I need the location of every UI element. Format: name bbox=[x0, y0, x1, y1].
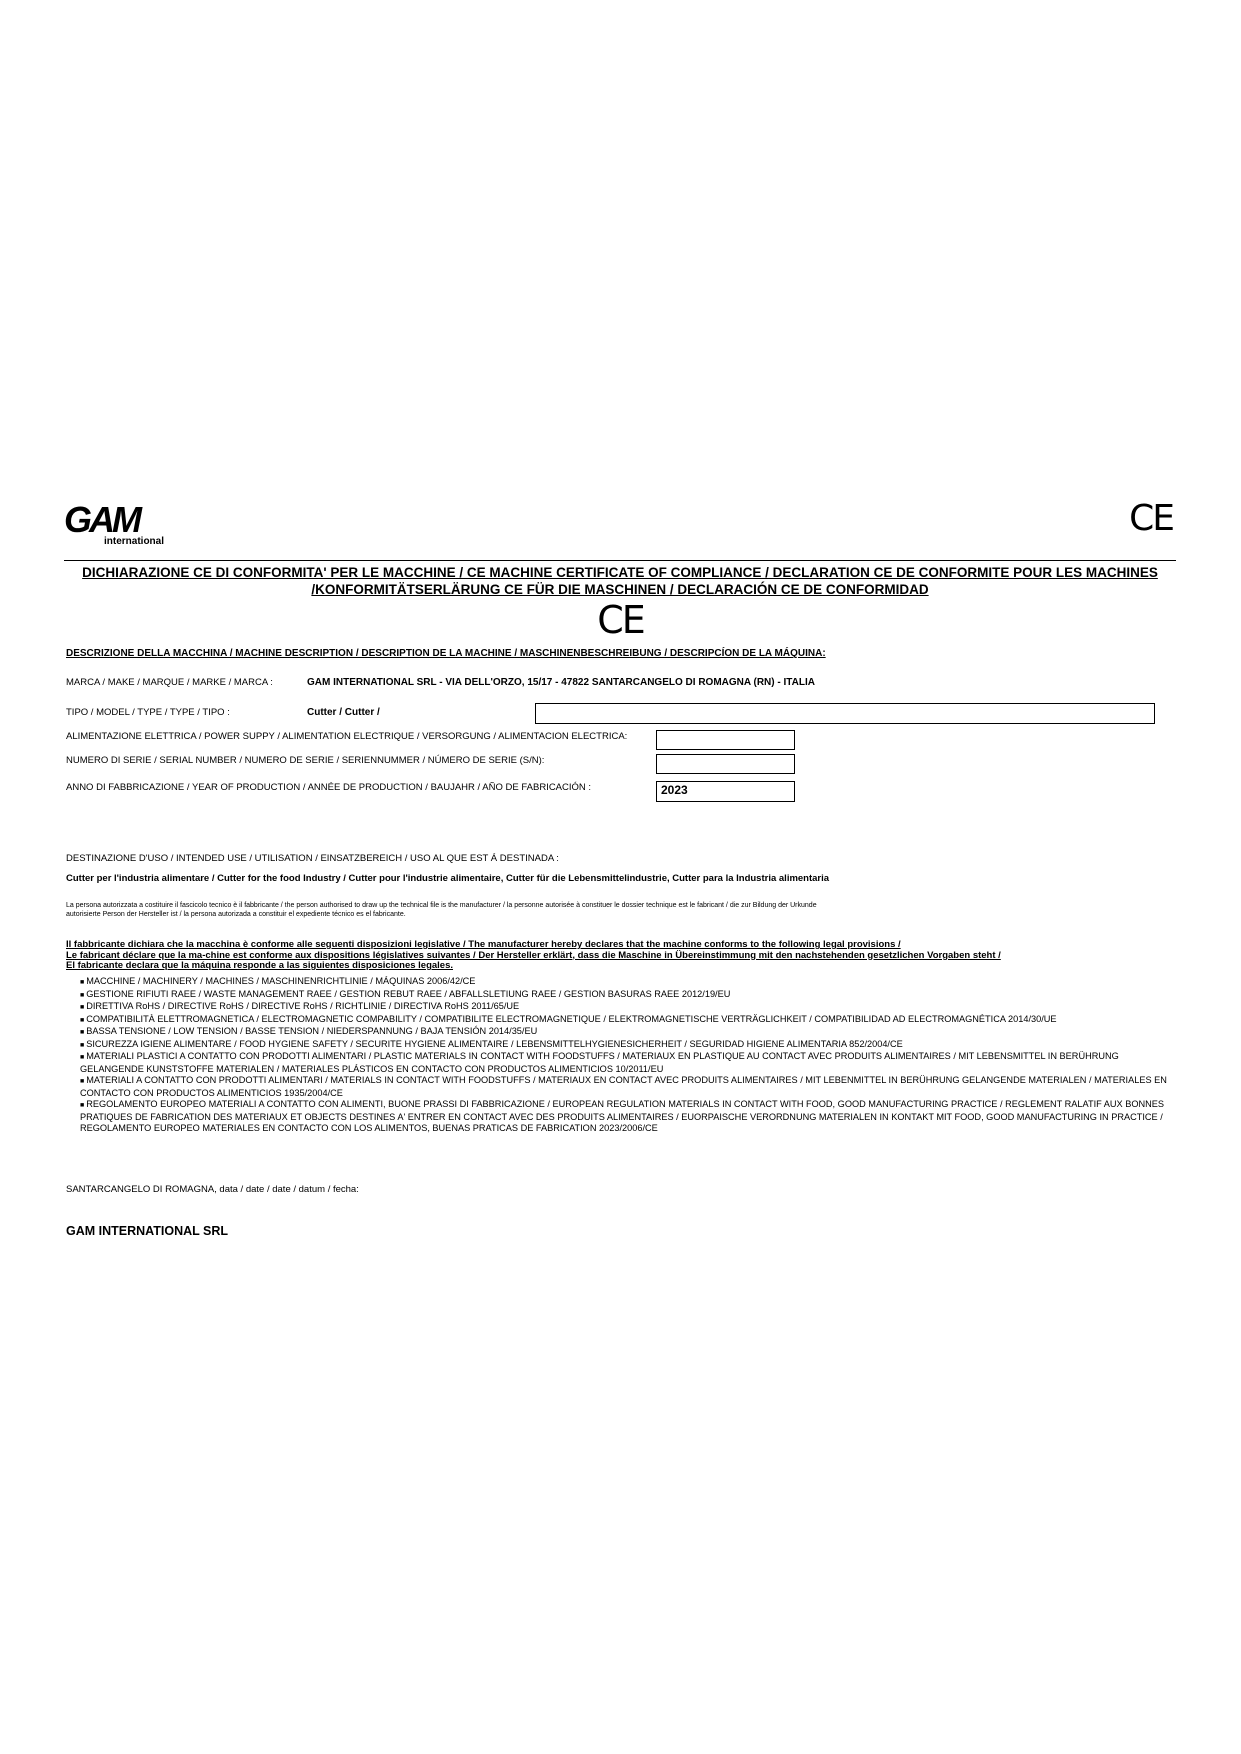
list-item-text: GESTIONE RIFIUTI RAEE / WASTE MANAGEMENT RAEE / GESTION REBUT RAEE / ABFALLSLETIUNG RAEE / GESTION BASURAS RAEE 2012/19/EU bbox=[86, 988, 731, 999]
list-item-text: REGOLAMENTO EUROPEO MATERIALI A CONTATTO CON ALIMENTI, BUONE PRASSI DI FABBRICAZIONE / EUROPEAN REGULATION MATERIALS IN CONTACT WITH FOOD, GOOD MANUFACTURING PRACTICE / REGLEMENT RALATIF AUX BONNES PRATIQUES DE FABRICATION DES MATERIAUX ET OBJECTS DESTINES A' ENTRER EN CONTACT AVEC DES PRODUITS ALIMENTAIRES / EUORPAISCHE VERORDNUNG MATERIALEN IN KONTAKT MIT FOOD, GOOD MANUFACTURING IN PRACTICE / REGOLAMENTO EUROPEO MATERIALES EN CONTACTO CON LOS ALIMENTOS, BUENAS PRATICAS DE FABRICATION 2023/2006/CE bbox=[80, 1099, 1165, 1133]
list-item-text: BASSA TENSIONE / LOW TENSION / BASSE TENSION / NIEDERSPANNUNG / BAJA TENSIÓN 2014/35/EU bbox=[86, 1026, 538, 1036]
legal-heading-line-2: Le fabricant déclare que la ma-chine est conforme aux dispositions législatives suivantes / Der Hersteller erklärt, dass die Maschine in Übereinstimmung mit den nachstehenden gesetzlichen Vorgaben steht / bbox=[66, 949, 1001, 961]
authorised-note-line-2: autorisierte Person der Hersteller ist / la persona autorizada a constituir el expediente técnico es el fabricante. bbox=[66, 911, 406, 918]
bullet-icon: ■ bbox=[80, 1041, 85, 1049]
list-item-text: DIRETTIVA RoHS / DIRECTIVE RoHS / DIRECTIVE RoHS / RICHTLINIE / DIRECTIVA RoHS 2011/65/UE bbox=[86, 1001, 520, 1011]
machine-description-heading: DESCRIZIONE DELLA MACCHINA / MACHINE DESCRIPTION / DESCRIPTION DE LA MACHINE / MASCHINENBESCHREIBUNG / DESCRIPCÍON DE LA MÁQUINA: bbox=[66, 648, 826, 659]
model-field[interactable] bbox=[535, 703, 1155, 724]
list-item bbox=[80, 976, 1185, 989]
title-line-1: DICHIARAZIONE CE DI CONFORMITA' PER LE MACCHINE / CE MACHINE CERTIFICATE OF COMPLIANCE / DECLARATION CE DE CONFORMITE POUR LES MACHINES bbox=[82, 565, 1158, 580]
model-label: TIPO / MODEL / TYPE / TYPE / TIPO : bbox=[66, 707, 230, 718]
make-value: GAM INTERNATIONAL SRL - VIA DELL'ORZO, 15/17 - 47822 SANTARCANGELO DI ROMAGNA (RN) - ITALIA bbox=[307, 677, 815, 688]
list-item-text: MATERIALI PLASTICI A CONTATTO CON PRODOTTI ALIMENTARI / PLASTIC MATERIALS IN CONTACT WITH FOODSTUFFS / MATERIAUX EN PLASTIQUE AU CONTACT AVEC PRODUITS ALIMENTAIRES / MIT LEBENSMITTEL IN BERÜHRUNG GELANGENDE KUNSTSTOFFE MATERIALEN / MATERIALES PLÁSTICOS EN CONTACTO CON PRODUCTOS ALIMENTICIOS 10/2011/EU bbox=[80, 1051, 1119, 1074]
legal-provisions-heading bbox=[66, 940, 1186, 972]
bullet-icon: ■ bbox=[80, 1102, 85, 1109]
bullet-icon: ■ bbox=[80, 1004, 85, 1011]
bullet-icon: ■ bbox=[80, 1078, 85, 1085]
bullet-icon: ■ bbox=[80, 991, 85, 999]
company-signature-name: GAM INTERNATIONAL SRL bbox=[66, 1224, 229, 1238]
bullet-icon: ■ bbox=[80, 1054, 85, 1061]
list-item bbox=[80, 1014, 1185, 1027]
document-title bbox=[64, 564, 1176, 598]
ce-mark-top: CE bbox=[1129, 498, 1173, 539]
list-item bbox=[80, 1026, 1185, 1039]
list-item bbox=[80, 989, 1185, 1002]
logo-text: GAM bbox=[64, 502, 139, 540]
intended-use-label: DESTINAZIONE D'USO / INTENDED USE / UTILISATION / EINSATZBEREICH / USO AL QUE EST Á DESTINADA : bbox=[66, 853, 559, 864]
make-label: MARCA / MAKE / MARQUE / MARKE / MARCA : bbox=[66, 677, 273, 688]
power-supply-field[interactable] bbox=[656, 730, 795, 750]
legal-provisions-list bbox=[80, 976, 1185, 1135]
title-line-2: /KONFORMITÄTSERLÄRUNG CE FÜR DIE MASCHINEN / DECLARACIÓN CE DE CONFORMIDAD bbox=[311, 582, 929, 597]
list-item bbox=[80, 1051, 1185, 1075]
list-item-text: MACCHINE / MACHINERY / MACHINES / MASCHINENRICHTLINIE / MÁQUINAS 2006/42/CE bbox=[86, 976, 476, 986]
legal-heading-line-1: Il fabbricante dichiara che la macchina è conforme alle seguenti disposizioni legislative / The manufacturer hereby declares that the machine conforms to the following legal provisions / bbox=[66, 939, 901, 950]
header-divider bbox=[64, 560, 1176, 561]
gam-logo-graphic bbox=[64, 502, 168, 546]
authorised-note-line-1: La persona autorizzata a costituire il fascicolo tecnico è il fabbricante / the person authorised to draw up the technical file is the manufacturer / la personne autorisée à constituer le dossier technique est le fabricant / die zur Bildung der Urkunde bbox=[66, 902, 817, 909]
list-item bbox=[80, 1001, 1185, 1014]
list-item bbox=[80, 1039, 1185, 1052]
list-item bbox=[80, 1099, 1185, 1135]
list-item-text: MATERIALI A CONTATTO CON PRODOTTI ALIMENTARI / MATERIALS IN CONTACT WITH FOODSTUFFS / MATERIAUX EN CONTACT AVEC PRODUITS ALIMENTAIRES / MIT LEBENMITTEL IN BERÜHRUNG GELANGENDE MATERIALEN / MATERIALES EN CONTACTO CON PRODUCTOS ALIMENTICIOS 1935/2004/CE bbox=[80, 1075, 1167, 1098]
list-item bbox=[80, 1075, 1185, 1099]
logo-subtext: international bbox=[104, 536, 165, 546]
list-item-text: SICUREZZA IGIENE ALIMENTARE / FOOD HYGIENE SAFETY / SECURITE HYGIENE ALIMENTAIRE / LEBENSMITTELHYGIENESICHERHEIT / SEGURIDAD HIGIENE ALIMENTARIA 852/2004/CE bbox=[86, 1038, 903, 1049]
gam-logo bbox=[64, 502, 168, 546]
bullet-icon: ■ bbox=[80, 979, 85, 986]
bullet-icon: ■ bbox=[80, 1016, 85, 1024]
ce-mark-center: CE bbox=[597, 598, 644, 642]
year-field[interactable]: 2023 bbox=[656, 781, 795, 802]
legal-heading-line-3: El fabricante declara que la máquina responde a las siguientes disposiciones legales. bbox=[66, 960, 453, 971]
year-label: ANNO DI FABBRICAZIONE / YEAR OF PRODUCTION / ANNÉE DE PRODUCTION / BAUJAHR / AÑO DE FABRICACIÓN : bbox=[66, 782, 592, 793]
intended-use-value: Cutter per l'industria alimentare / Cutter for the food Industry / Cutter pour l'industrie alimentaire, Cutter für die Lebensmittelindustrie, Cutter para la Industria alimentaria bbox=[66, 873, 830, 884]
model-value: Cutter / Cutter / bbox=[307, 707, 380, 718]
power-supply-label: ALIMENTAZIONE ELETTRICA / POWER SUPPY / ALIMENTATION ELECTRIQUE / VERSORGUNG / ALIMENTACION ELECTRICA: bbox=[66, 731, 628, 742]
serial-number-field[interactable] bbox=[656, 754, 795, 774]
place-date-label: SANTARCANGELO DI ROMAGNA, data / date / date / datum / fecha: bbox=[66, 1184, 359, 1195]
serial-number-label: NUMERO DI SERIE / SERIAL NUMBER / NUMERO DE SERIE / SERIENNUMMER / NÚMERO DE SERIE (S/N): bbox=[66, 755, 545, 766]
authorised-person-note bbox=[66, 901, 1166, 919]
bullet-icon: ■ bbox=[80, 1029, 85, 1036]
list-item-text: COMPATIBILITÀ ELETTROMAGNETICA / ELECTROMAGNETIC COMPABILITY / COMPATIBILITE ELECTROMAGNETIQUE / ELEKTROMAGNETISCHE VERTRÄGLICHKEIT / COMPATIBILIDAD AD ELECTROMAGNÉTICA 2014/30/UE bbox=[86, 1013, 1057, 1024]
